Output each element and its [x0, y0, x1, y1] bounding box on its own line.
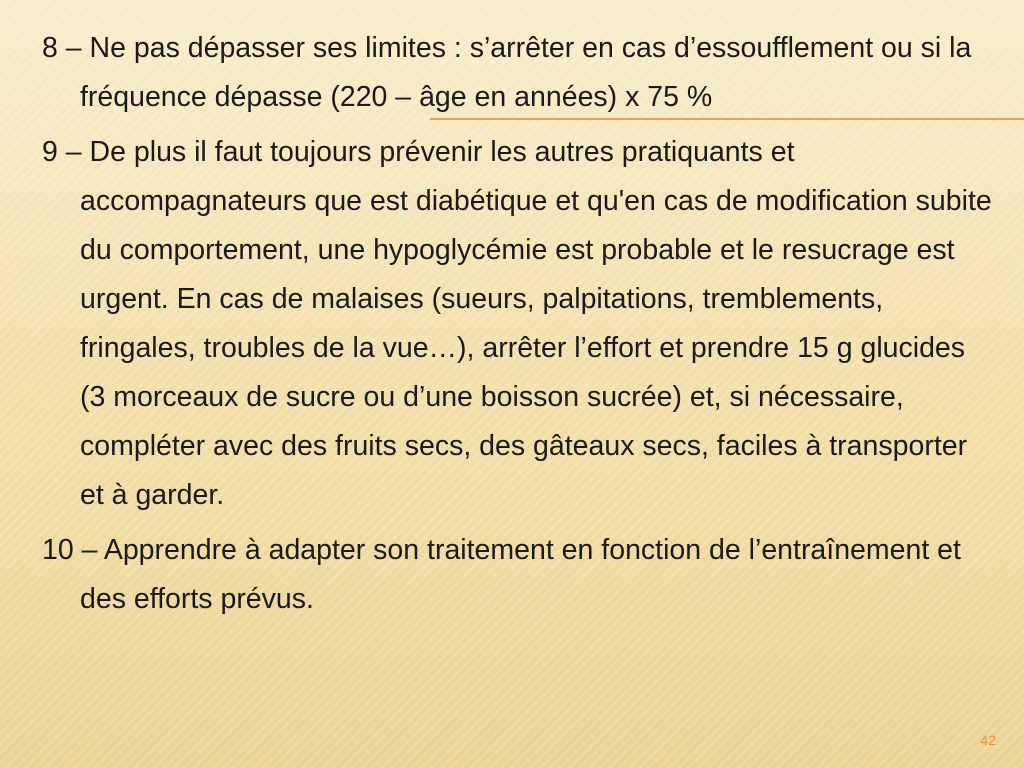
page-number: 42: [980, 732, 996, 748]
list-item-8: 8 – Ne pas dépasser ses limites : s’arrêter en cas d’essoufflement ou si la fréquence dépasse (220 – âge en années) x 75 %: [42, 32, 972, 113]
list-item-10: 10 – Apprendre à adapter son traitement en fonction de l’entraînement et des efforts prévus.: [42, 534, 961, 615]
list-item-9: 9 – De plus il faut toujours prévenir les autres pratiquants et accompagnateurs que est diabétique et qu'en cas de modification subite du comportement, une hypoglycémie est probable et le resucrage est urgent. En cas de malaises (sueurs, palpitations, tremblements, fringales, troubles de la vue…), arrêter l’effort et prendre 15 g glucides (3 morceaux de sucre ou d’une boisson sucrée) et, si nécessaire, compléter avec des fruits secs, des gâteaux secs, faciles à transporter et à garder.: [42, 136, 992, 511]
slide-content: [42, 24, 992, 630]
